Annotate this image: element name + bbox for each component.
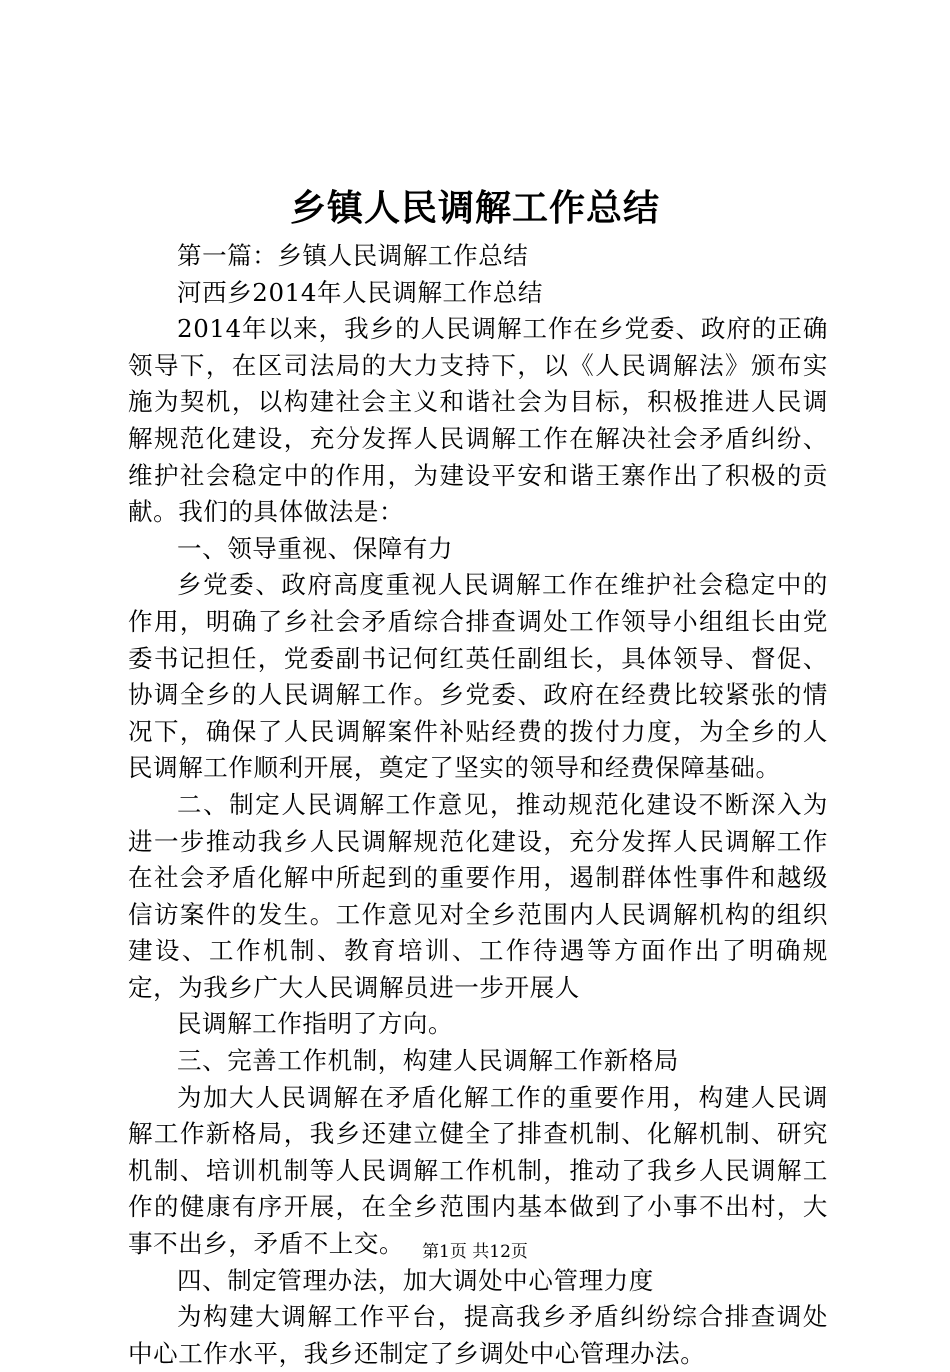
paragraph-subtitle: 河西乡2014年人民调解工作总结 <box>177 277 543 307</box>
paragraph-intro: 2014年以来，我乡的人民调解工作在乡党委、政府的正确领导下，在区司法局的大力支持下，以《人民调解法》颁布实施为契机，以构建社会主义和谐社会为目标，积极推进人民调解规范化建设，充分发挥人民调解工作在解决社会矛盾纠纷、维护社会稳定中的作用，为建设平安和谐王寨作出了积极的贡献。我们的具体做法是： <box>128 314 828 527</box>
paragraph-management: 为构建大调解工作平台，提高我乡矛盾纠纷综合排查调处中心工作水平，我乡还制定了乡调处中心管理办法。 <box>128 1302 828 1368</box>
paragraph-section-heading: 第一篇：乡镇人民调解工作总结 <box>177 241 529 270</box>
paragraph-leadership: 乡党委、政府高度重视人民调解工作在维护社会稳定中的作用，明确了乡社会矛盾综合排查调处工作领导小组组长由党委书记担任，党委副书记何红英任副组长，具体领导、督促、协调全乡的人民调解工作。乡党委、政府在经费比较紧张的情况下，确保了人民调解案件补贴经费的拨付力度，为全乡的人民调解工作顺利开展，奠定了坚实的领导和经费保障基础。 <box>128 570 828 783</box>
document-title: 乡镇人民调解工作总结 <box>289 187 660 229</box>
paragraph-mechanism: 为加大人民调解在矛盾化解工作的重要作用，构建人民调解工作新格局，我乡还建立健全了排查机制、化解机制、研究机制、培训机制等人民调解工作机制，推动了我乡人民调解工作的健康有序开展，在全乡范围内基本做到了小事不出村，大事不出乡，矛盾不上交。 <box>128 1082 828 1259</box>
paragraph-work-opinions-cont: 民调解工作指明了方向。 <box>177 1009 454 1039</box>
page-footer: 第1页 共12页 <box>422 1242 528 1262</box>
document-body <box>128 238 828 1372</box>
heading-mechanism: 三、完善工作机制，构建人民调解工作新格局 <box>177 1046 679 1076</box>
heading-management: 四、制定管理办法，加大调处中心管理力度 <box>177 1265 654 1295</box>
heading-leadership: 一、领导重视、保障有力 <box>177 533 454 563</box>
paragraph-work-opinions: 二、制定人民调解工作意见，推动规范化建设不断深入为进一步推动我乡人民调解规范化建设，充分发挥人民调解工作在社会矛盾化解中所起到的重要作用，遏制群体性事件和越级信访案件的发生。工作意见对全乡范围内人民调解机构的组织建设、工作机制、教育培训、工作待遇等方面作出了明确规定，为我乡广大人民调解员进一步开展人 <box>128 789 828 1002</box>
